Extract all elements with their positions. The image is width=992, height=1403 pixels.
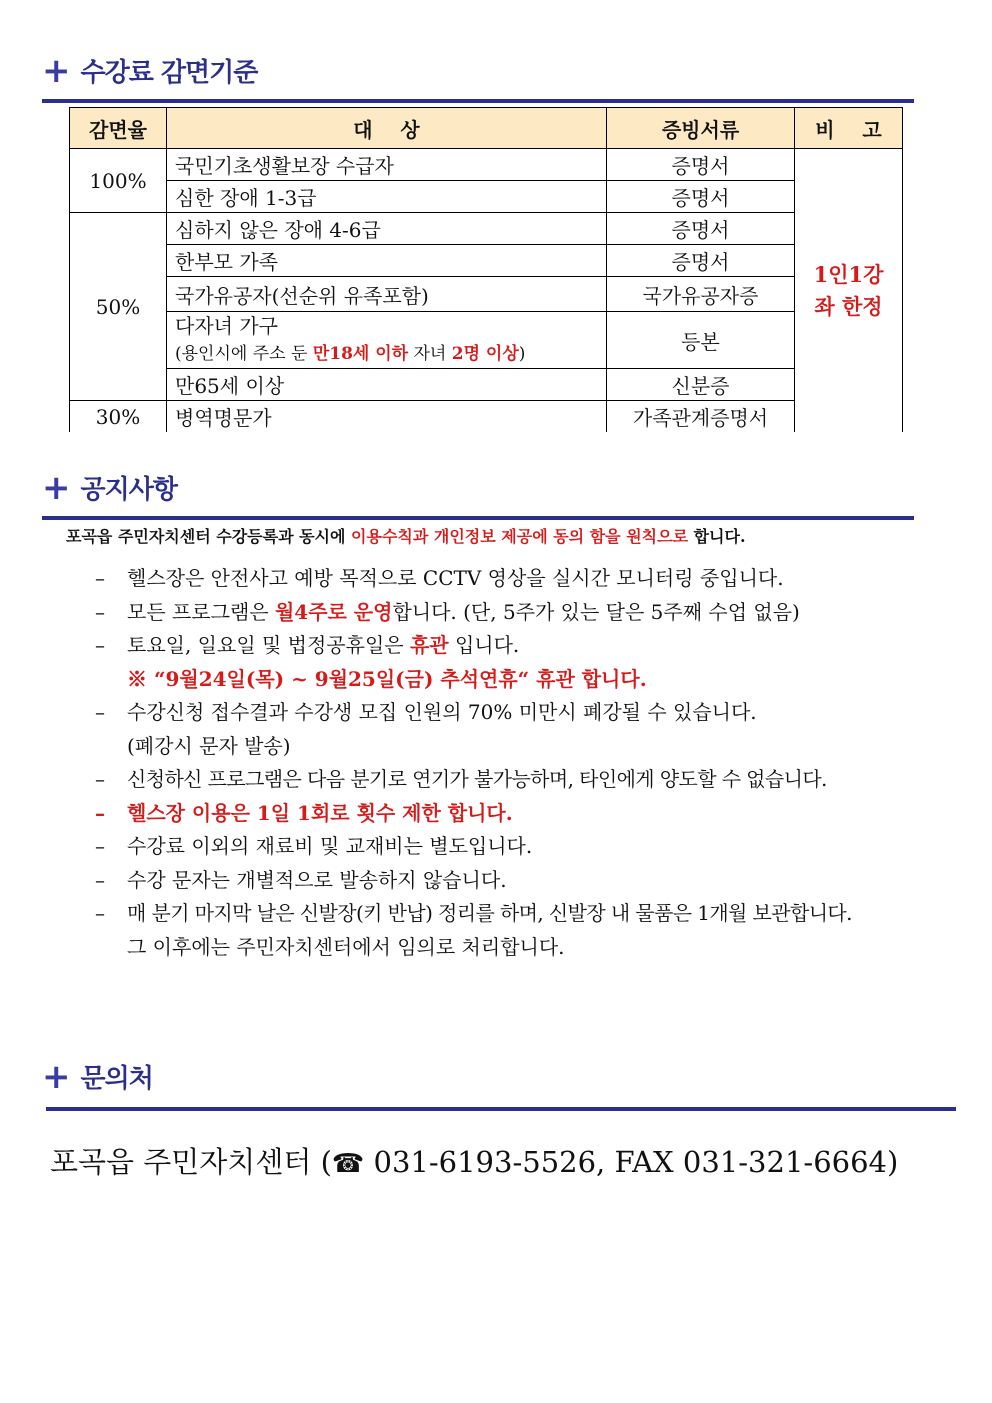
col-header-rate: 감면율 bbox=[70, 108, 167, 149]
sub-text: (용인시에 주소 둔 bbox=[175, 344, 313, 364]
notice-lead bbox=[66, 524, 746, 547]
section-rule-notice bbox=[42, 516, 914, 520]
dash-bullet: – bbox=[95, 800, 105, 825]
doc-cell: 증명서 bbox=[607, 149, 795, 181]
table-row bbox=[70, 369, 903, 401]
doc-cell: 등본 bbox=[607, 312, 795, 369]
contact-numbers: 031-6193-5526, FAX 031-321-6664) bbox=[364, 1145, 899, 1179]
table-row bbox=[70, 277, 903, 312]
item-continuation: (폐강시 문자 발송) bbox=[127, 733, 291, 758]
target-cell: 만65세 이상 bbox=[167, 369, 607, 401]
dash-bullet: – bbox=[95, 834, 105, 858]
target-cell: 심하지 않은 장애 4-6급 bbox=[167, 213, 607, 245]
item-text-part: 모든 프로그램은 bbox=[127, 599, 275, 624]
target-main: 다자녀 가구 bbox=[175, 314, 278, 338]
item-red-text: 월4주로 운영 bbox=[274, 599, 393, 624]
table-row bbox=[70, 401, 903, 433]
target-cell: 국가유공자(선순위 유족포함) bbox=[167, 277, 607, 312]
item-text-part: 토요일, 일요일 및 법정공휴일은 bbox=[127, 633, 410, 657]
note-cell bbox=[795, 149, 903, 433]
item-text: 수강 문자는 개별적으로 발송하지 않습니다. bbox=[127, 867, 507, 892]
plus-icon: + bbox=[42, 50, 71, 91]
table-row bbox=[70, 312, 903, 369]
section-header-contact bbox=[42, 1058, 153, 1095]
table-row bbox=[70, 149, 903, 181]
item-text: 헬스장은 안전사고 예방 목적으로 CCTV 영상을 실시간 모니터링 중입니다. bbox=[127, 566, 784, 590]
target-cell: 심한 장애 1-3급 bbox=[167, 181, 607, 213]
rate-cell: 30% bbox=[70, 401, 167, 433]
item-text-part: 합니다. (단, 5주가 있는 달은 5주째 수업 없음) bbox=[392, 599, 800, 624]
list-item bbox=[95, 797, 852, 831]
list-item bbox=[95, 864, 852, 898]
plus-icon: + bbox=[42, 467, 71, 508]
sub-text: 자녀 bbox=[408, 344, 452, 364]
dash-bullet: – bbox=[95, 767, 105, 791]
doc-cell: 신분증 bbox=[607, 369, 795, 401]
section-rule-contact bbox=[46, 1107, 956, 1111]
list-item bbox=[95, 696, 852, 730]
list-item bbox=[95, 830, 852, 864]
dash-bullet: – bbox=[95, 901, 105, 925]
section-title-contact: 문의처 bbox=[80, 1064, 153, 1094]
table-row bbox=[70, 181, 903, 213]
dash-bullet: – bbox=[95, 867, 105, 892]
item-text: 매 분기 마지막 날은 신발장(키 반납) 정리를 하며, 신발장 내 물품은 1개월 보관합니다. bbox=[127, 901, 852, 925]
doc-cell: 증명서 bbox=[607, 181, 795, 213]
table-row bbox=[70, 213, 903, 245]
telephone-icon: ☎ bbox=[331, 1149, 365, 1179]
dash-bullet: – bbox=[95, 700, 105, 724]
rate-cell: 50% bbox=[70, 213, 167, 401]
doc-cell: 증명서 bbox=[607, 245, 795, 277]
item-continuation: 그 이후에는 주민자치센터에서 임의로 처리합니다. bbox=[127, 934, 565, 959]
list-item bbox=[95, 596, 852, 630]
target-cell: 한부모 가족 bbox=[167, 245, 607, 277]
sub-red-count: 2명 이상 bbox=[451, 344, 519, 364]
plus-icon: + bbox=[42, 1056, 71, 1097]
notice-list bbox=[95, 562, 852, 964]
doc-cell: 국가유공자증 bbox=[607, 277, 795, 312]
sub-red-age: 만18세 이하 bbox=[312, 344, 409, 364]
section-header-notice bbox=[42, 469, 177, 506]
item-text: 신청하신 프로그램은 다음 분기로 연기가 불가능하며, 타인에게 양도할 수 없습니다. bbox=[127, 767, 827, 791]
doc-cell: 가족관계증명서 bbox=[607, 401, 795, 433]
list-item bbox=[95, 562, 852, 596]
lead-text: 포곡읍 주민자치센터 수강등록과 동시에 bbox=[66, 527, 352, 546]
col-header-note: 비 고 bbox=[795, 108, 903, 149]
item-text-part: 입니다. bbox=[448, 633, 520, 657]
section-rule-fee bbox=[42, 99, 914, 103]
table-header-row bbox=[70, 108, 903, 149]
dash-bullet: – bbox=[95, 566, 105, 590]
item-red-text: 휴관 bbox=[409, 633, 449, 657]
list-item bbox=[95, 629, 852, 663]
target-cell-multi bbox=[167, 312, 607, 369]
contact-line bbox=[50, 1140, 898, 1181]
dash-bullet: – bbox=[95, 633, 105, 657]
item-text: 헬스장 이용은 1일 1회로 횟수 제한 합니다. bbox=[127, 800, 513, 825]
item-text: 수강신청 접수결과 수강생 모집 인원의 70% 미만시 폐강될 수 있습니다. bbox=[127, 700, 757, 724]
holiday-note: ※ “9월24일(목) ~ 9월25일(금) 추석연휴“ 휴관 합니다. bbox=[127, 666, 647, 691]
fee-table bbox=[69, 107, 903, 432]
section-header-fee bbox=[42, 52, 257, 89]
rate-cell: 100% bbox=[70, 149, 167, 213]
list-item bbox=[95, 897, 852, 931]
list-item bbox=[95, 763, 852, 797]
item-text bbox=[127, 596, 800, 630]
note-text: 1인1강좌 한정 bbox=[813, 261, 884, 319]
sub-text: ) bbox=[518, 344, 526, 364]
dash-bullet: – bbox=[95, 599, 105, 624]
lead-red-text: 이용수칙과 개인정보 제공에 동의 함을 원칙으로 bbox=[351, 527, 689, 546]
table-row bbox=[70, 245, 903, 277]
section-title-notice: 공지사항 bbox=[80, 475, 177, 505]
item-text: 수강료 이외의 재료비 및 교재비는 별도입니다. bbox=[127, 834, 533, 858]
target-sub bbox=[175, 340, 598, 368]
col-header-doc: 증빙서류 bbox=[607, 108, 795, 149]
target-cell: 병역명문가 bbox=[167, 401, 607, 433]
col-header-target: 대 상 bbox=[167, 108, 607, 149]
contact-name: 포곡읍 주민자치센터 ( bbox=[50, 1145, 332, 1179]
target-cell: 국민기초생활보장 수급자 bbox=[167, 149, 607, 181]
lead-text: 합니다. bbox=[688, 527, 746, 546]
section-title-fee: 수강료 감면기준 bbox=[80, 58, 258, 88]
item-text bbox=[127, 629, 519, 663]
doc-cell: 증명서 bbox=[607, 213, 795, 245]
